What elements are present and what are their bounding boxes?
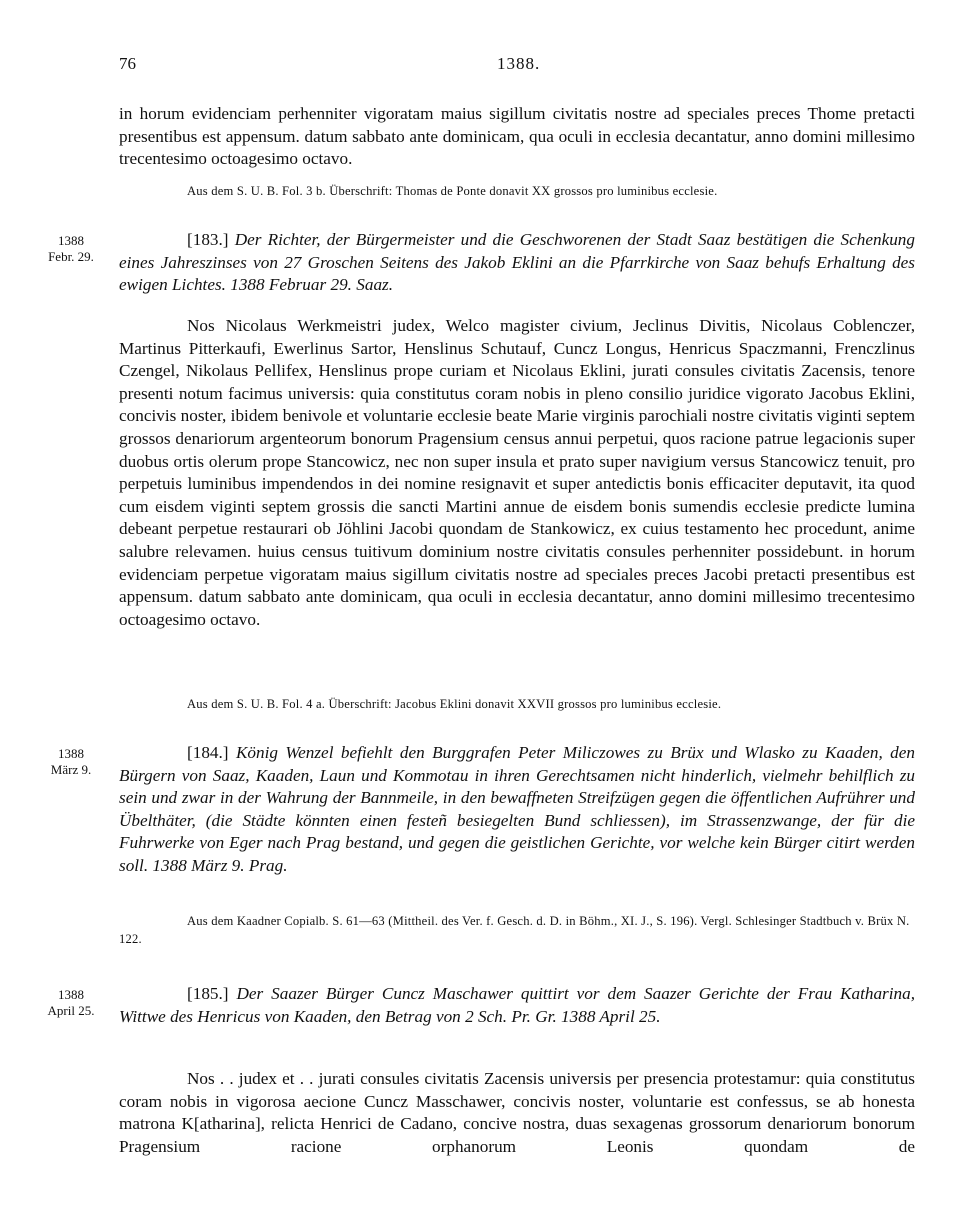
margin-year: 1388	[58, 746, 84, 761]
running-year: 1388.	[497, 54, 541, 73]
margin-day: April 25.	[47, 1003, 95, 1018]
margin-day: Febr. 29.	[48, 249, 94, 264]
entry-183-heading	[119, 229, 915, 297]
margin-date-185	[40, 987, 102, 1019]
entry-185-heading	[119, 983, 915, 1028]
intro-block	[119, 103, 915, 171]
entry-title	[119, 983, 915, 1028]
entry-184-heading	[119, 742, 915, 878]
intro-text: in horum evidenciam perhenniter vigoratam maius sigillum civitatis nostre ad speciales preces Thome pretacti presentibus est appensum. datum sabbato ante dominicam, qua oculi in ecclesia decantatur, anno domini millesimo trecentesimo octoagesimo octavo.	[119, 104, 915, 169]
margin-day: März 9.	[50, 762, 92, 777]
entry-number: [185.]	[187, 984, 229, 1003]
page-header	[119, 54, 915, 78]
entry-title-text: Der Richter, der Bürgermeister und die Geschworenen der Stadt Saaz bestätigen die Schenkung eines Jahreszinses von 27 Groschen Seitens des Jakob Eklini an die Pfarrkirche von Saaz behufs Erhaltung des ewigen Lichtes. 1388 Februar 29. Saaz.	[119, 230, 915, 295]
page-number: 76	[119, 54, 136, 73]
margin-date-183	[40, 233, 102, 265]
entry-183-source	[119, 695, 915, 713]
entry-number: [184.]	[187, 743, 229, 762]
charter-text: Nos Nicolaus Werkmeistri judex, Welco magister civium, Jeclinus Divitis, Nicolaus Coblenczer, Martinus Pitterkaufi, Ewerlinus Sartor, Henslinus Schutauf, Cuncz Longus, Henricus Spaczmanni, Frenczlinus Czengel, Nikolaus Pellifex, Henslinus prope curiam et Nicolaus Eklini, jurati consules civitatis Zacensis, tenore presenti notum facimus universis: quia constitutus coram nobis in pleno consilio juridice vigorato Jacobus Eklini, concivis noster, ibidem benivole et voluntarie ecclesie beate Marie virginis parochiali nostre civitatis viginti septem grossos denariorum argenteorum bonorum Pragensium census annui perpetui, quos racione patrue legacionis super duobus ortis olerum prope Stancowicz, nec non super insula et prato super navigium versus Stancowicz tenuit, pro perpetuis luminibus impendendos in dei nomine resignavit et super antedictis bonis efficaciter deputavit, ita quod cum eisdem viginti septem grossis die sancti Martini annue de eisdem bonis sumendis ecclesie predicte lumina debeant perpetue restaurari ob Jöhlini Jacobi quondam de Stankowicz, ex cuius testamento hec procedunt, anime salubre relevamen. huius census tuitivum dominium nostre civitatis consules perhenniter possidebunt. in horum evidenciam perpetue vigoratam maius sigillum civitatis nostre ad speciales preces Jacobi pretacti presentibus est appensum. datum sabbato ante dominicam, qua oculi in ecclesia decantatur, anno domini millesimo trecentesimo octoagesimo octavo.	[119, 316, 915, 629]
margin-year: 1388	[58, 987, 84, 1002]
intro-source-block	[119, 182, 915, 200]
entry-title	[119, 742, 915, 878]
source-note: Aus dem S. U. B. Fol. 4 a. Überschrift: Jacobus Eklini donavit XXVII grossos pro luminibus ecclesie.	[187, 697, 722, 711]
charter-text: Nos . . judex et . . jurati consules civitatis Zacensis universis per presencia protestamur: quia constitutus coram nobis in vigorosa aecione Cuncz Masschawer, concivis noster, voluntarie est confessus, se ab honesta matrona K[atharina], relicta Henrici de Cadano, concive nostra, duas sexagenas grossorum denariorum bonorum Pragensium racione orphanorum Leonis quondam de	[119, 1069, 915, 1156]
margin-year: 1388	[58, 233, 84, 248]
source-note: Aus dem Kaadner Copialb. S. 61—63 (Mittheil. des Ver. f. Gesch. d. D. in Böhm., XI. J., S. 196). Vergl. Schlesinger Stadtbuch v. Brüx N. 122.	[119, 914, 910, 946]
entry-title-text: Der Saazer Bürger Cuncz Maschawer quittirt vor dem Saazer Gerichte der Frau Katharina, Wittwe des Henricus von Kaaden, den Betrag von 2 Sch. Pr. Gr. 1388 April 25.	[119, 984, 916, 1026]
intro-source-note: Aus dem S. U. B. Fol. 3 b. Überschrift: Thomas de Ponte donavit XX grossos pro luminibus ecclesie.	[187, 184, 718, 198]
entry-183-body	[119, 315, 915, 631]
entry-185-body	[119, 1068, 915, 1158]
margin-date-184	[40, 746, 102, 778]
entry-number: [183.]	[187, 230, 229, 249]
entry-184-source	[119, 912, 915, 948]
entry-title	[119, 229, 915, 297]
entry-title-text: König Wenzel befiehlt den Burggrafen Peter Miliczowes zu Brüx und Wlasko zu Kaaden, den Bürgern von Saaz, Kaaden, Laun und Kommotau in ihren Gerechtsamen nicht hinderlich, vielmehr behilflich zu sein und zwar in der Wahrung der Bannmeile, in den bewaffneten Streifzügen gegen die öffentlichen Aufrührer und Übelthäter, (die Städte könnten einen festeñ besiegelten Bund schliessen), im Strassenzwange, der für die Fuhrwerke von Eger nach Prag bestand, und gegen die geistlichen Gerichte, vor welche kein Bürger citirt werden soll. 1388 März 9. Prag.	[119, 743, 916, 875]
